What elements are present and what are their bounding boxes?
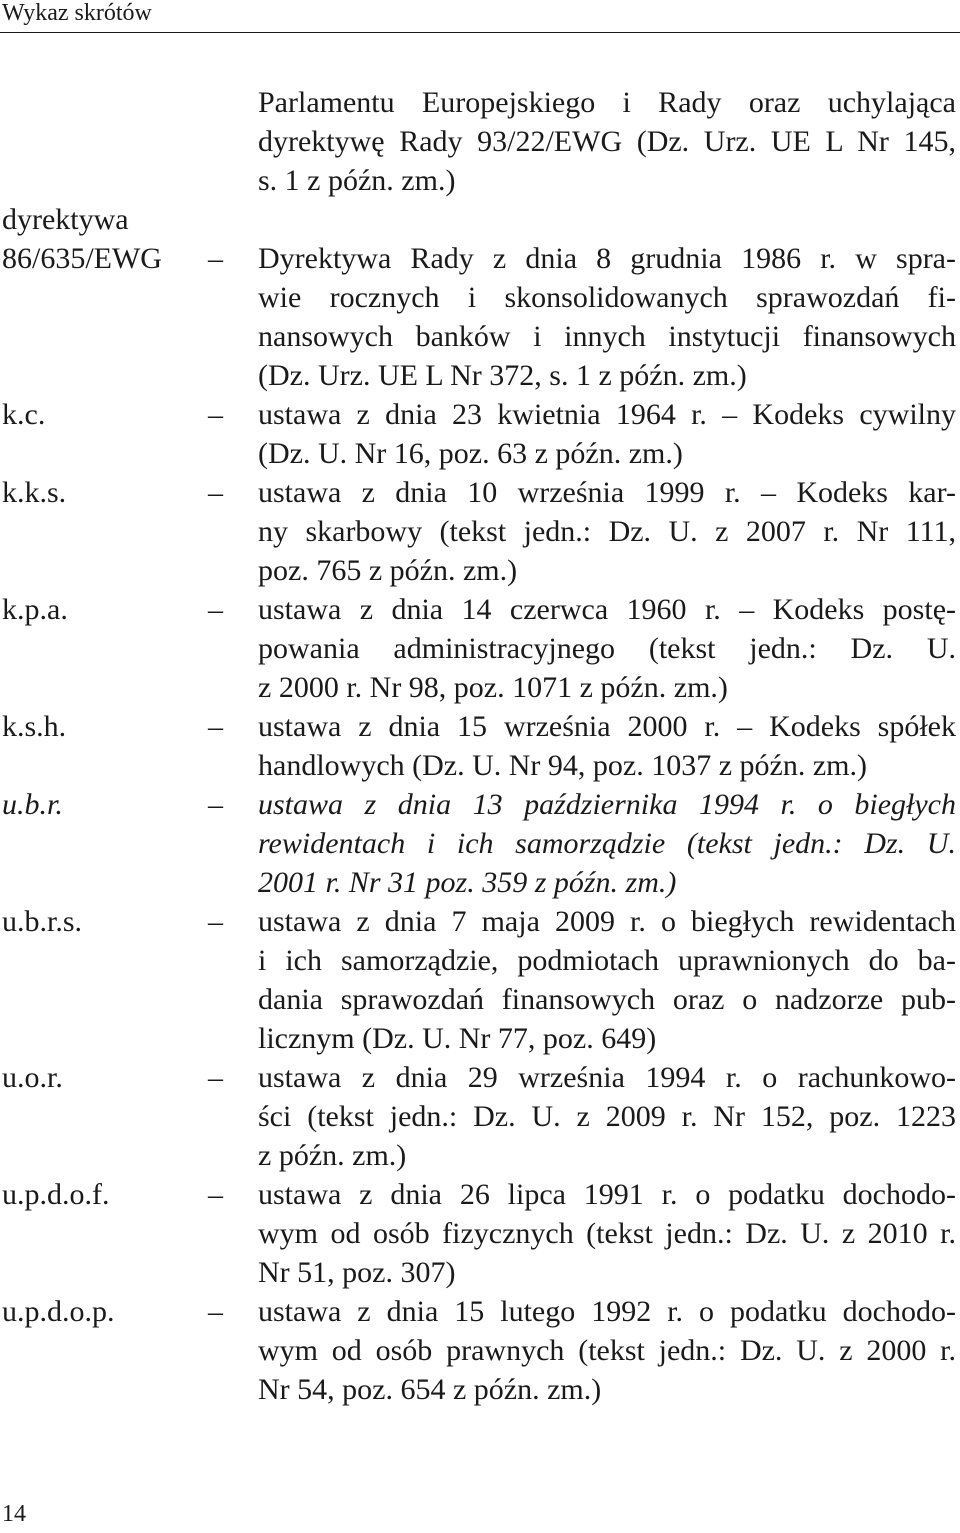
- entry-text-line: 2001 r. Nr 31 poz. 359 z późn. zm.): [258, 866, 677, 899]
- entry-dash: –: [208, 1061, 223, 1094]
- entry-text-line: ustawa z dnia 15 lutego 1992 r. o podatku dochodo-: [258, 1295, 956, 1328]
- entry-text-line: ustawa z dnia 23 kwietnia 1964 r. – Kodeks cywilny: [258, 398, 956, 431]
- entry-text-line: ustawa z dnia 26 lipca 1991 r. o podatku dochodo-: [258, 1178, 956, 1211]
- entry-dash: –: [208, 476, 223, 509]
- entry-text-line: powania administracyjnego (tekst jedn.: Dz. U.: [258, 632, 956, 665]
- running-head-title: Wykaz skrótów: [2, 0, 152, 26]
- entry-text-line: (Dz. U. Nr 16, poz. 63 z późn. zm.): [258, 437, 683, 470]
- entry-text-line: dania sprawozdań finansowych oraz o nadzorze pub-: [258, 983, 956, 1016]
- entry-text-line: z 2000 r. Nr 98, poz. 1071 z późn. zm.): [258, 671, 728, 704]
- entry-text-line: ustawa z dnia 15 września 2000 r. – Kodeks spółek: [258, 710, 956, 743]
- continuation-line: dyrektywę Rady 93/22/EWG (Dz. Urz. UE L Nr 145,: [258, 125, 956, 158]
- entry-dash: –: [208, 788, 223, 821]
- entry-dash: –: [208, 398, 223, 431]
- entry-text-line: i ich samorządzie, podmiotach uprawnionych do ba-: [258, 944, 956, 977]
- entry-text-line: ustawa z dnia 7 maja 2009 r. o biegłych rewidentach: [258, 905, 956, 938]
- page-number: 14: [2, 1501, 26, 1527]
- entry-text-line: licznym (Dz. U. Nr 77, poz. 649): [258, 1022, 657, 1055]
- entry-dash: –: [208, 593, 223, 626]
- entry-abbreviation: u.b.r.: [2, 788, 63, 821]
- entry-text-line: ści (tekst jedn.: Dz. U. z 2009 r. Nr 152, poz. 1223: [258, 1100, 956, 1133]
- entry-text-line: wie rocznych i skonsolidowanych sprawozdań fi-: [258, 281, 956, 314]
- entry-text-line: ustawa z dnia 14 czerwca 1960 r. – Kodeks postę-: [258, 593, 956, 626]
- entry-abbreviation: u.p.d.o.p.: [2, 1295, 115, 1328]
- entry-abbreviation: dyrektywa: [2, 203, 129, 236]
- continuation-line: Parlamentu Europejskiego i Rady oraz uchylająca: [258, 86, 956, 119]
- entry-dash: –: [208, 1178, 223, 1211]
- entry-abbreviation: u.b.r.s.: [2, 905, 83, 938]
- entry-text-line: z późn. zm.): [258, 1139, 407, 1172]
- entry-text-line: nansowych banków i innych instytucji finansowych: [258, 320, 956, 353]
- entry-abbreviation: k.c.: [2, 398, 46, 431]
- entry-dash: –: [208, 1295, 223, 1328]
- entry-text-line: ny skarbowy (tekst jedn.: Dz. U. z 2007 r. Nr 111,: [258, 515, 956, 548]
- entry-dash: –: [208, 905, 223, 938]
- entry-text-line: ustawa z dnia 13 października 1994 r. o biegłych: [258, 788, 956, 821]
- entry-dash: –: [208, 710, 223, 743]
- entry-text-line: ustawa z dnia 29 września 1994 r. o rachunkowo-: [258, 1061, 956, 1094]
- entry-text-line: rewidentach i ich samorządzie (tekst jedn.: Dz. U.: [258, 827, 956, 860]
- entry-text-line: wym od osób fizycznych (tekst jedn.: Dz. U. z 2010 r.: [258, 1217, 956, 1250]
- entry-abbreviation: 86/635/EWG: [2, 242, 162, 275]
- entry-text-line: poz. 765 z późn. zm.): [258, 554, 518, 587]
- entry-text-line: Nr 54, poz. 654 z późn. zm.): [258, 1373, 602, 1406]
- entry-text-line: Dyrektywa Rady z dnia 8 grudnia 1986 r. w spra-: [258, 242, 956, 275]
- entry-text-line: handlowych (Dz. U. Nr 94, poz. 1037 z późn. zm.): [258, 749, 868, 782]
- entry-abbreviation: k.k.s.: [2, 476, 67, 509]
- entry-dash: –: [208, 242, 223, 275]
- entry-text-line: Nr 51, poz. 307): [258, 1256, 456, 1289]
- entry-abbreviation: u.o.r.: [2, 1061, 63, 1094]
- entry-abbreviation: u.p.d.o.f.: [2, 1178, 110, 1211]
- entry-abbreviation: k.p.a.: [2, 593, 68, 626]
- entry-text-line: wym od osób prawnych (tekst jedn.: Dz. U. z 2000 r.: [258, 1334, 956, 1367]
- entry-abbreviation: k.s.h.: [2, 710, 67, 743]
- header-rule: [0, 32, 960, 33]
- entry-text-line: ustawa z dnia 10 września 1999 r. – Kodeks kar-: [258, 476, 956, 509]
- entry-text-line: (Dz. Urz. UE L Nr 372, s. 1 z późn. zm.): [258, 359, 747, 392]
- continuation-line: s. 1 z późn. zm.): [258, 164, 456, 197]
